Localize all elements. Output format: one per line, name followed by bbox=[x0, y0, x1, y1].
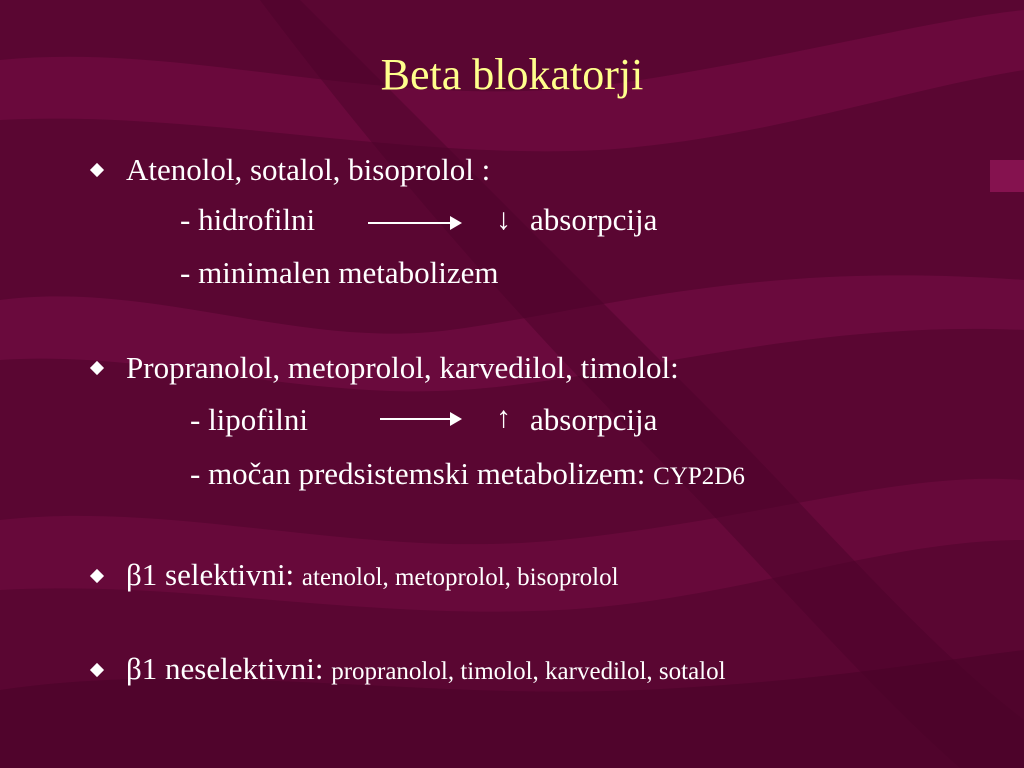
bullet-1-sub-1-left: - hidrofilni bbox=[180, 202, 316, 237]
bullet-2-sub-1-left: - lipofilni bbox=[190, 402, 308, 437]
bullet-3-small: atenolol, metoprolol, bisoprolol bbox=[301, 564, 619, 591]
bullet-2-sub-2 bbox=[190, 456, 745, 495]
bullet-1-text: Atenolol, sotalol, bisoprolol : bbox=[126, 152, 491, 187]
bullet-3-text bbox=[126, 557, 619, 596]
bullet-2-sub-2-small: CYP2D6 bbox=[653, 463, 745, 490]
bullet-2-sub-2-text: - močan predsistemski metabolizem: bbox=[190, 456, 646, 491]
bullet-1-sub-1-right: absorpcija bbox=[530, 202, 658, 237]
bullet-2-text: Propranolol, metoprolol, karvedilol, timolol: bbox=[126, 350, 679, 385]
bullet-1-sub-2: - minimalen metabolizem bbox=[180, 255, 499, 290]
bullet-2-sub-1-right: absorpcija bbox=[530, 402, 658, 437]
slide-title: Beta blokatorji bbox=[380, 50, 644, 99]
down-arrow-icon: ↓ bbox=[496, 203, 511, 236]
right-arrow-icon bbox=[368, 222, 460, 224]
up-arrow-icon: ↑ bbox=[496, 401, 511, 434]
bullet-3-label: β1 selektivni: bbox=[126, 557, 295, 592]
bullet-4-small: propranolol, timolol, karvedilol, sotalol bbox=[331, 658, 726, 685]
bullet-4-label: β1 neselektivni: bbox=[126, 651, 324, 686]
right-arrow-icon bbox=[380, 418, 460, 420]
bullet-4-text bbox=[126, 651, 726, 690]
